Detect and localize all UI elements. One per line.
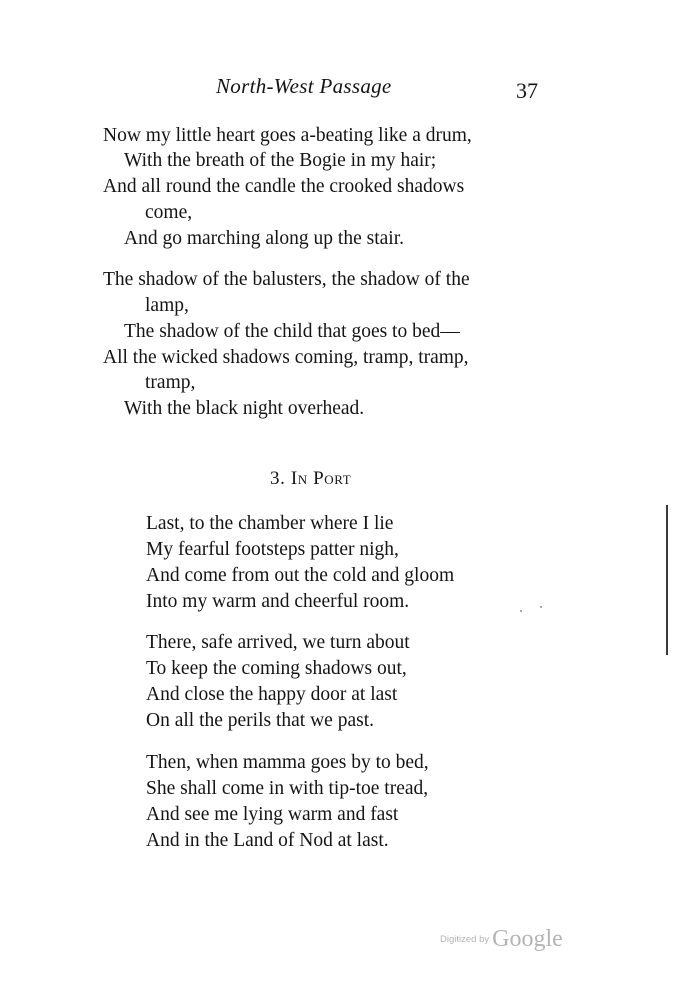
scan-speck xyxy=(520,610,522,612)
scan-speck xyxy=(540,606,542,608)
poem-line: She shall come in with tip-toe tread, xyxy=(146,778,429,799)
watermark-prefix: Digitized by xyxy=(440,934,490,945)
poem-line: The shadow of the child that goes to bed— xyxy=(124,321,460,342)
poem-line: come, xyxy=(145,202,193,223)
google-logo: Google xyxy=(492,926,563,952)
poem-line: With the breath of the Bogie in my hair; xyxy=(124,150,437,171)
poem-line: With the black night overhead. xyxy=(124,398,365,419)
digitization-watermark xyxy=(440,926,563,953)
poem-line: And go marching along up the stair. xyxy=(124,228,404,249)
poem-line: And all round the candle the crooked shadows xyxy=(103,176,465,197)
poem-line: And close the happy door at last xyxy=(146,684,398,705)
poem-line: Now my little heart goes a-beating like a drum, xyxy=(103,125,472,146)
poem-line: Into my warm and cheerful room. xyxy=(146,591,410,612)
poem-line: Then, when mamma goes by to bed, xyxy=(146,752,429,773)
poem-line: There, safe arrived, we turn about xyxy=(146,632,410,653)
running-title: North-West Passage xyxy=(216,74,392,98)
poem-line: All the wicked shadows coming, tramp, tramp, xyxy=(103,347,469,368)
poem-line: And come from out the cold and gloom xyxy=(146,565,455,586)
section-title: In Port xyxy=(290,468,352,489)
section-number: 3. xyxy=(270,468,286,489)
poem-line: Last, to the chamber where I lie xyxy=(146,513,394,534)
page-edge-mark xyxy=(666,505,668,655)
poem-line: To keep the coming shadows out, xyxy=(146,658,407,679)
page-number: 37 xyxy=(516,78,538,103)
poem-line: And in the Land of Nod at last. xyxy=(146,830,389,851)
poem-line: On all the perils that we past. xyxy=(146,710,374,731)
section-heading xyxy=(270,468,351,490)
poem-line: And see me lying warm and fast xyxy=(146,804,399,825)
poem-line: The shadow of the balusters, the shadow of the xyxy=(103,269,470,290)
poem-line: My fearful footsteps patter nigh, xyxy=(146,539,399,560)
poem-line: lamp, xyxy=(145,295,189,316)
poem-line: tramp, xyxy=(145,372,196,393)
